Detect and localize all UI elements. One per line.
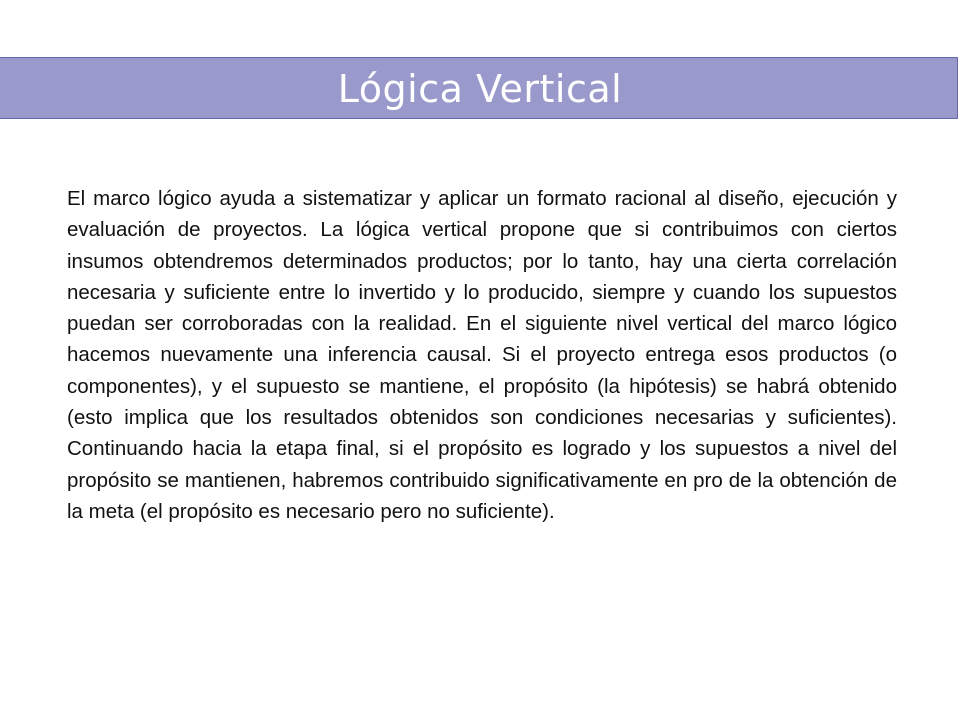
title-bar [0,57,958,119]
slide-title: Lógica Vertical [337,67,623,111]
slide-body-text: El marco lógico ayuda a sistematizar y aplicar un formato racional al diseño, ejecución y evaluación de proyectos. La lógica vertical propone que si contribuimos con ciertos insumos obtendremos determinados productos; por lo tanto, hay una cierta correlación necesaria y suficiente entre lo invertido y lo producido, siempre y cuando los supuestos puedan ser corroboradas con la realidad. En el siguiente nivel vertical del marco lógico hacemos nuevamente una inferencia causal. Si el proyecto entrega esos productos (o componentes), y el supuesto se mantiene, el propósito (la hipótesis) se habrá obtenido (esto implica que los resultados obtenidos son condiciones necesarias y suficientes). Continuando hacia la etapa final, si el propósito es logrado y los supuestos a nivel del propósito se mantienen, habremos contribuido significativamente en pro de la obtención de la meta (el propósito es necesario pero no suficiente). [67,187,897,523]
